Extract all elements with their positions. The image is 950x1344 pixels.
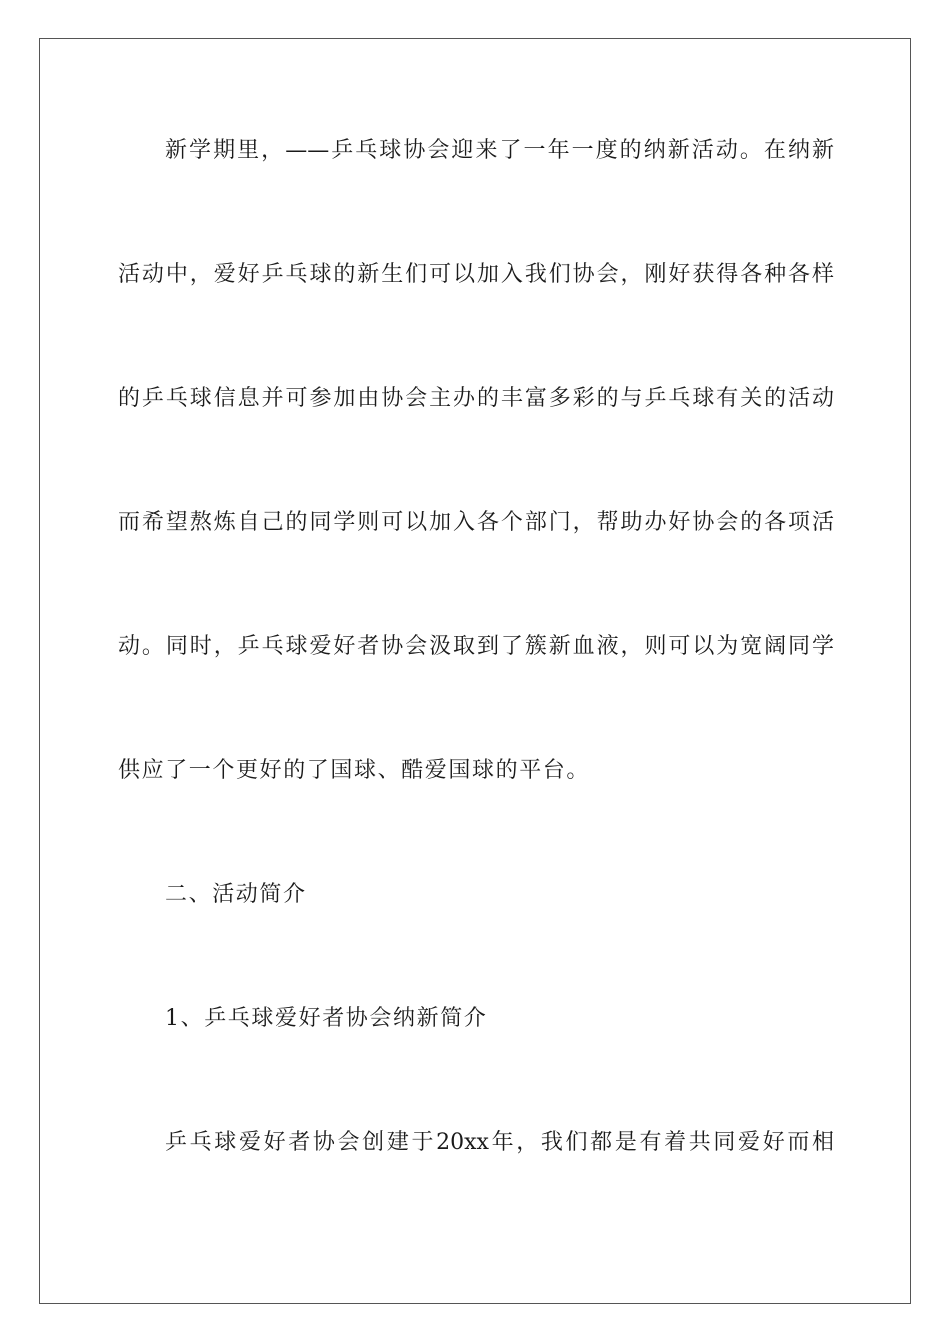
subsection-heading: 1、乒乓球爱好者协会纳新简介 <box>165 1006 488 1031</box>
paragraph-line-3: 的乒乓球信息并可参加由协会主办的丰富多彩的与乒乓球有关的活动 <box>118 386 834 411</box>
paragraph-line-2: 活动中，爱好乒乓球的新生们可以加入我们协会，刚好获得各种各样 <box>118 262 834 287</box>
paragraph-line-7: 乒乓球爱好者协会创建于20xx年，我们都是有着共同爱好而相 <box>165 1130 834 1155</box>
paragraph-line-4: 而希望熬炼自己的同学则可以加入各个部门，帮助办好协会的各项活 <box>118 510 834 535</box>
paragraph-line-5: 动。同时，乒乓球爱好者协会汲取到了簇新血液，则可以为宽阔同学 <box>118 634 834 659</box>
paragraph-line-1: 新学期里，——乒乓球协会迎来了一年一度的纳新活动。在纳新 <box>165 138 834 163</box>
paragraph-line-6: 供应了一个更好的了国球、酷爱国球的平台。 <box>118 758 591 783</box>
page-border <box>39 38 911 1304</box>
section-heading: 二、活动简介 <box>165 882 307 907</box>
